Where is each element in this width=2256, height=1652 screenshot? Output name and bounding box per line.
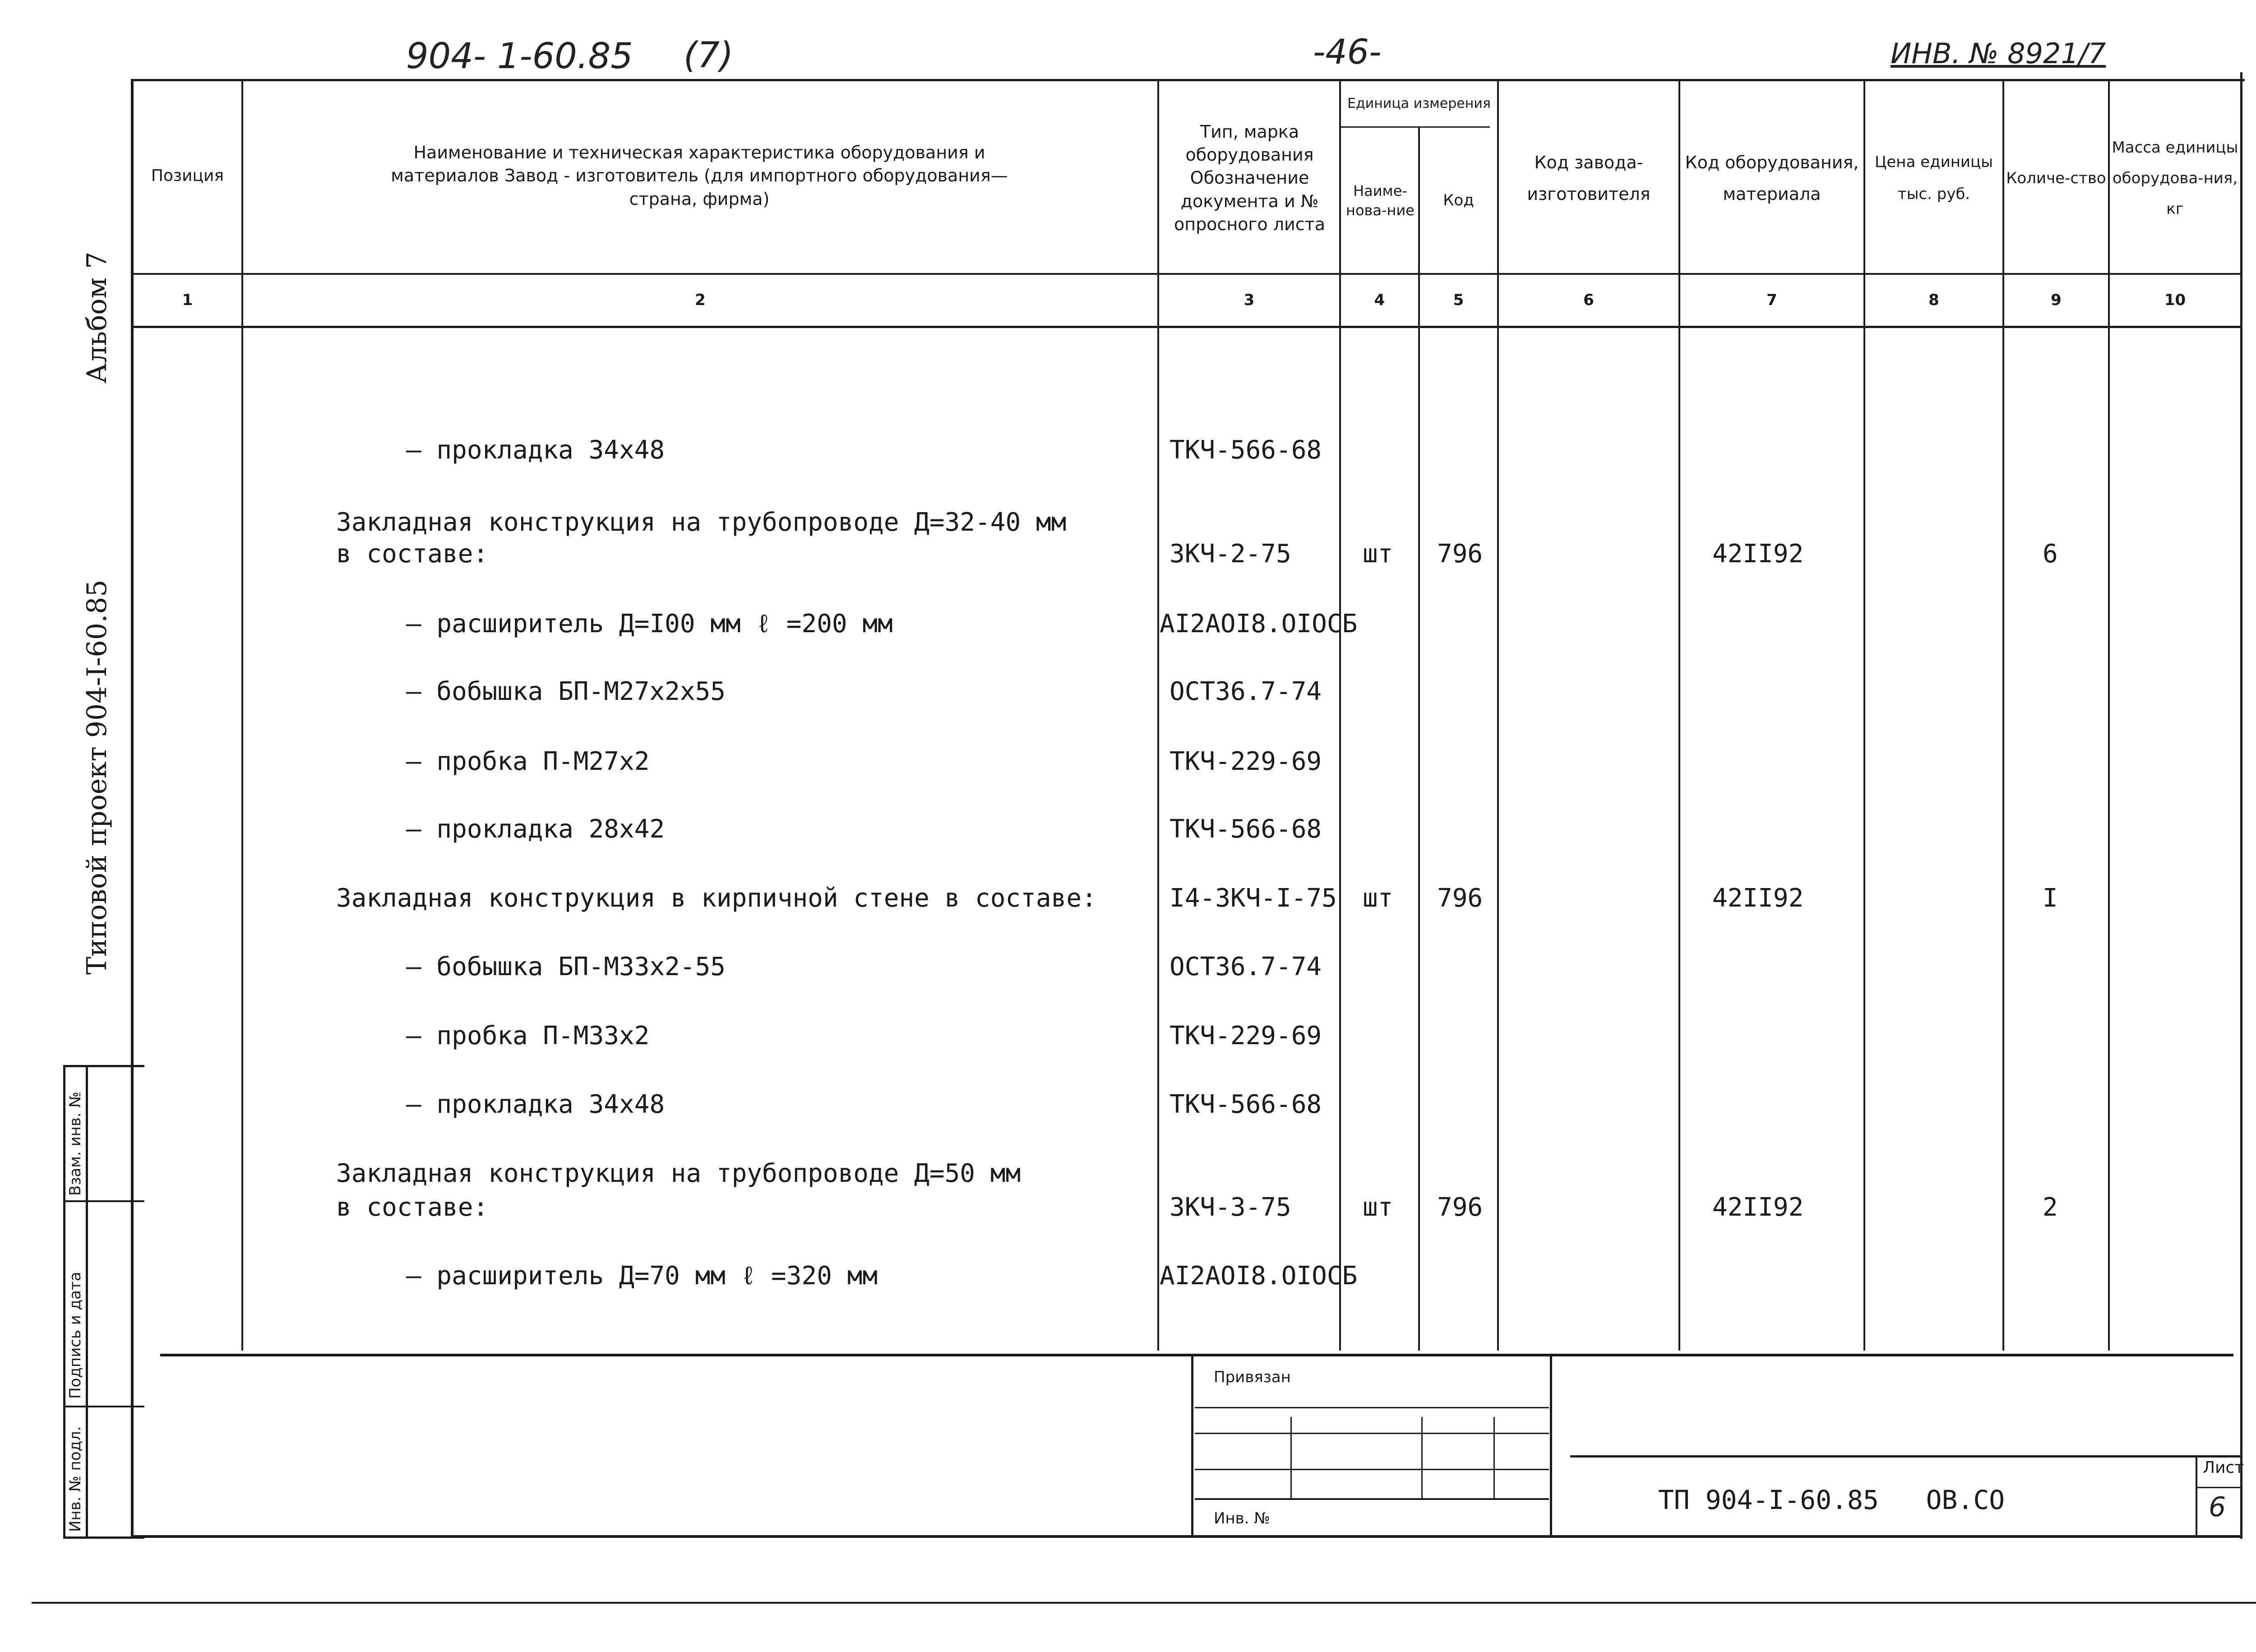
stamp-inv-original: Инв. № подл.	[66, 1426, 84, 1532]
item-quantity: I	[2043, 884, 2058, 913]
col-number: 3	[1244, 291, 1255, 309]
col-number: 7	[1766, 291, 1777, 309]
col-number: 8	[1928, 291, 1939, 309]
item-quantity: 6	[2043, 539, 2058, 569]
header-plant-code: Код завода-изготовителя	[1527, 152, 1650, 204]
item-type: I4-3КЧ-I-75	[1170, 884, 1337, 913]
header-price: Цена единицы тыс. руб.	[1874, 153, 1993, 203]
item-name: – пробка П-М33х2	[406, 1021, 650, 1050]
header-position: Позиция	[151, 166, 224, 185]
doc-code: 904- 1-60.85	[406, 36, 633, 77]
item-type: ТКЧ-566-68	[1170, 1090, 1322, 1119]
col-number: 9	[2051, 291, 2062, 309]
item-name: – расширитель Д=70 мм ℓ =320 мм	[406, 1261, 878, 1291]
item-type: ОСТ36.7-74	[1170, 952, 1322, 981]
album-label: Альбом 7	[81, 251, 113, 384]
item-name: Закладная конструкция на трубопроводе Д=32-40 мм	[336, 508, 1067, 537]
item-type: ТКЧ-566-68	[1170, 814, 1322, 844]
item-name: Закладная конструкция в кирпичной стене в составе:	[336, 884, 1097, 913]
col-number: 5	[1453, 291, 1464, 309]
page-number: -46-	[1313, 32, 1382, 72]
item-quantity: 2	[2043, 1193, 2058, 1222]
item-unit: шт	[1363, 539, 1393, 569]
item-unit-code: 796	[1437, 884, 1483, 913]
item-material-code: 42II92	[1712, 539, 1804, 569]
col-number: 6	[1583, 291, 1594, 309]
item-name: в составе:	[336, 539, 489, 569]
item-type: ТКЧ-229-69	[1170, 1021, 1322, 1050]
header-mass: Масса единицы оборудова-ния, кг	[2112, 139, 2238, 218]
item-name: – бобышка БП-М33х2-55	[406, 952, 726, 981]
item-type: 3КЧ-3-75	[1170, 1193, 1291, 1222]
stamp-inv-label: Инв. №	[1214, 1509, 1270, 1527]
item-type: ОСТ36.7-74	[1170, 677, 1322, 706]
header-equipment-code: Код оборудования, материала	[1685, 152, 1859, 204]
item-type: AI2AOI8.OIOCБ	[1160, 609, 1358, 639]
col-number: 10	[2164, 291, 2186, 309]
stamp-signature-date: Подпись и дата	[66, 1272, 84, 1399]
item-name: Закладная конструкция на трубопроводе Д=50 мм	[336, 1159, 1021, 1188]
item-unit-code: 796	[1437, 1193, 1483, 1222]
header-name: Наименование и техническая характеристика оборудования и материалов Завод - изготовитель (для импортного оборудования— страна, фирма)	[391, 143, 1008, 209]
col-number: 2	[695, 291, 706, 309]
header-type: Тип, марка оборудования Обозначение документа и № опросного листа	[1174, 121, 1326, 234]
header-quantity: Количе-ство	[2006, 169, 2106, 187]
item-name: – бобышка БП-М27х2х55	[406, 677, 726, 706]
item-name: – расширитель Д=I00 мм ℓ =200 мм	[406, 609, 893, 639]
stamp-attached-label: Привязан	[1214, 1368, 1291, 1386]
header-unit-code: Код	[1443, 191, 1474, 210]
header-unit: Единица измерения	[1347, 96, 1491, 111]
item-unit-code: 796	[1437, 539, 1483, 569]
item-name: – прокладка 28х42	[406, 814, 665, 844]
inventory-number: ИНВ. № 8921/7	[1891, 37, 2106, 70]
sheet-label: Лист	[2203, 1458, 2244, 1477]
item-type: AI2AOI8.OIOCБ	[1160, 1261, 1358, 1291]
header-unit-name: Наиме-нова-ние	[1346, 182, 1415, 219]
item-name: – прокладка 34х48	[406, 1090, 665, 1119]
project-label: Типовой проект 904-I-60.85	[81, 579, 113, 975]
item-type: ТКЧ-229-69	[1170, 747, 1322, 776]
item-type: ТКЧ-566-68	[1170, 435, 1322, 465]
document-designation: ТП 904-I-60.85 ОВ.СО	[1658, 1485, 2005, 1515]
item-unit: шт	[1363, 884, 1393, 913]
item-type: 3КЧ-2-75	[1170, 539, 1291, 569]
item-unit: шт	[1363, 1193, 1393, 1222]
sheet-number: 6	[2209, 1491, 2226, 1523]
item-material-code: 42II92	[1712, 1193, 1804, 1222]
item-name: – прокладка 34х48	[406, 435, 665, 465]
item-name: – пробка П-М27х2	[406, 747, 650, 776]
stamp-replacement-inv: Взам. инв. №	[66, 1092, 84, 1196]
col-number: 4	[1374, 291, 1385, 309]
handwritten-mark: (7)	[684, 35, 734, 76]
item-name: в составе:	[336, 1193, 489, 1222]
col-number: 1	[182, 291, 193, 309]
item-material-code: 42II92	[1712, 884, 1804, 913]
